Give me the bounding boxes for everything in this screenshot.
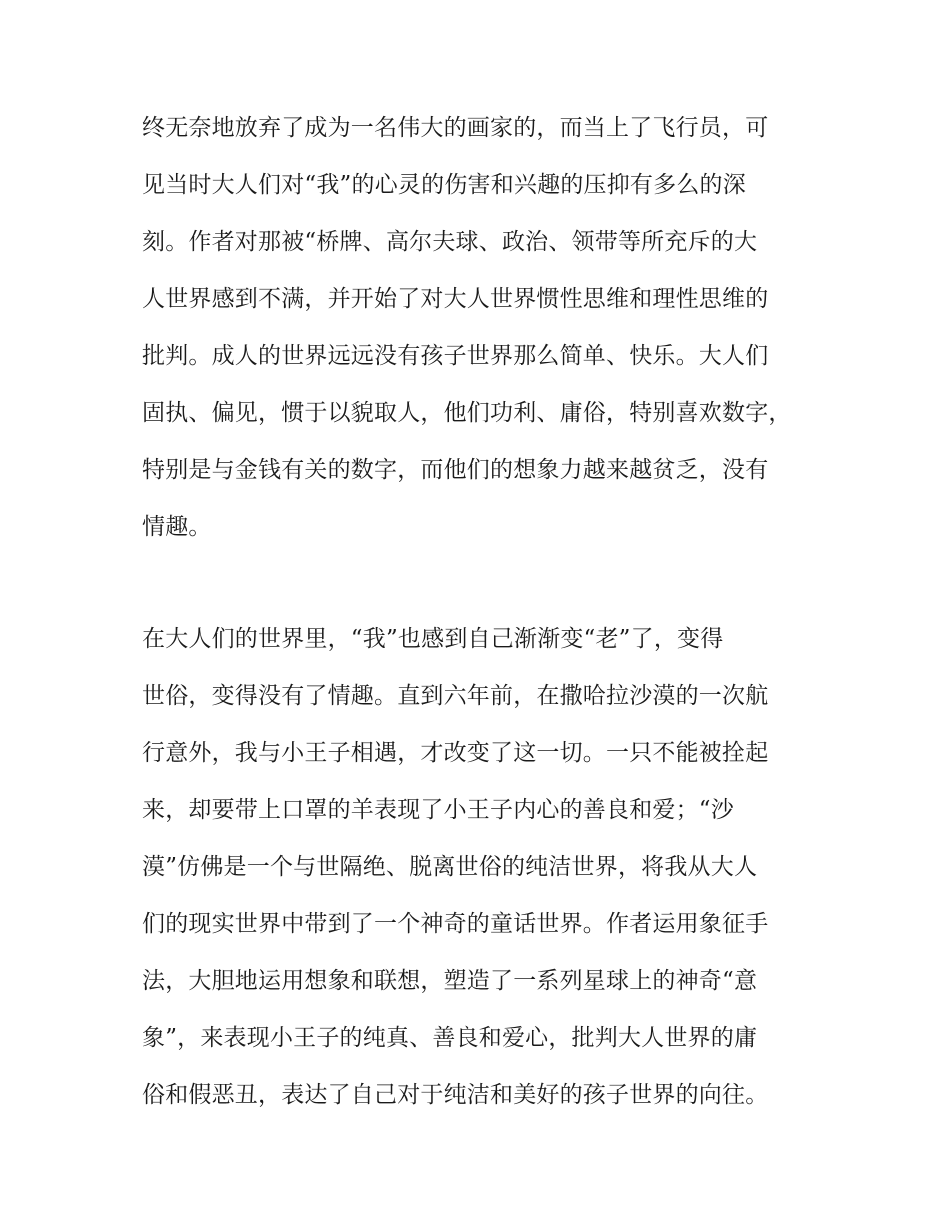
text-line: 漠”仿佛是一个与世隔绝、脱离世俗的纯洁世界，将我从大人 bbox=[142, 854, 758, 880]
text-line: 情趣。 bbox=[142, 514, 212, 540]
text-line: 在大人们的世界里，“我”也感到自己渐渐变“老”了，变得 bbox=[142, 626, 724, 652]
text-line: 见当时大人们对“我”的心灵的伤害和兴趣的压抑有多么的深 bbox=[142, 172, 746, 198]
text-line: 行意外，我与小王子相遇，才改变了这一切。一只不能被拴起 bbox=[142, 740, 769, 766]
text-line: 俗和假恶丑，表达了自己对于纯洁和美好的孩子世界的向往。 bbox=[142, 1082, 769, 1108]
text-line: 们的现实世界中带到了一个神奇的童话世界。作者运用象征手 bbox=[142, 911, 769, 937]
text-line: 世俗，变得没有了情趣。直到六年前，在撒哈拉沙漠的一次航 bbox=[142, 683, 769, 709]
text-line: 象”，来表现小王子的纯真、善良和爱心，批判大人世界的庸 bbox=[142, 1025, 758, 1051]
text-line: 人世界感到不满，并开始了对大人世界惯性思维和理性思维的 bbox=[142, 286, 769, 312]
text-line: 法，大胆地运用想象和联想，塑造了一系列星球上的神奇“意 bbox=[142, 968, 758, 994]
text-line: 终无奈地放弃了成为一名伟大的画家的，而当上了飞行员，可 bbox=[142, 115, 769, 141]
text-line: 批判。成人的世界远远没有孩子世界那么简单、快乐。大人们 bbox=[142, 343, 769, 369]
text-line: 来，却要带上口罩的羊表现了小王子内心的善良和爱；“沙 bbox=[142, 797, 734, 823]
text-line: 刻。作者对那被“桥牌、高尔夫球、政治、领带等所充斥的大 bbox=[142, 229, 758, 255]
text-line: 固执、偏见，惯于以貌取人，他们功利、庸俗，特别喜欢数字， bbox=[142, 400, 792, 426]
text-line: 特别是与金钱有关的数字，而他们的想象力越来越贫乏，没有 bbox=[142, 457, 769, 483]
